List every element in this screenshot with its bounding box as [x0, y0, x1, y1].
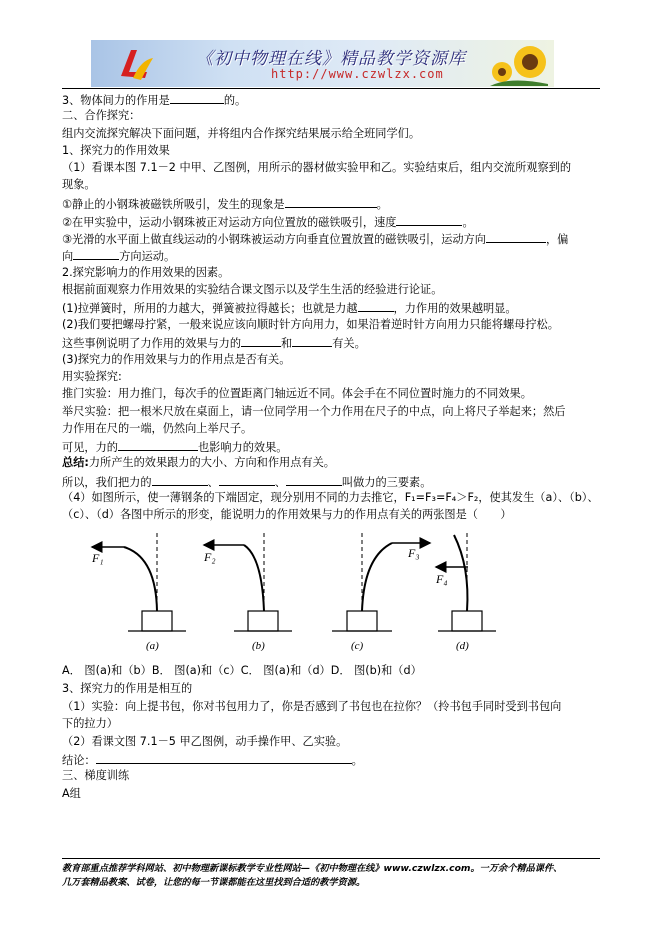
steel-strip-figure	[86, 527, 516, 651]
force-label-f2: F₂	[204, 550, 216, 564]
site-logo	[117, 46, 157, 84]
text-line: A组	[62, 787, 81, 800]
text-line: (2)我们要把螺母拧紧，一般来说应该向顺时针方向用力，如果沿着逆时针方向用力只能将螺母拧松。	[62, 318, 559, 331]
sunflower-image	[490, 42, 548, 86]
caption-a: (a)	[146, 640, 159, 651]
header-title: 《初中物理在线》精品教学资源库	[196, 49, 466, 69]
answer-choices: A． 图(a)和（b）B． 图(a)和（c）C． 图(a)和（d）D． 图(b)和（d）	[62, 664, 422, 677]
text-line: (3)探究力的作用效果与力的作用点是否有关。	[62, 353, 291, 366]
text-line: （4）如图所示，使一薄钢条的下端固定，现分别用不同的力去推它，F₁=F₃=F₄＞F₂，使其发生（a）、（b）、	[62, 491, 599, 504]
text-line: 向 方向运动。	[62, 250, 176, 263]
footer-rule	[62, 858, 600, 859]
footer-line-1: 教育部重点推荐学科网站、初中物理新课标教学专业性网站—《初中物理在线》www.czwlzx.com。一万余个精品课件、	[62, 863, 563, 874]
conclusion-line: 结论： 。	[62, 754, 363, 767]
text-line: 可见，力的 也影响力的效果。	[62, 441, 288, 454]
footer-line-2: 几万套精品教案、试卷，让您的每一节课都能在这里找到合适的教学资源。	[62, 877, 366, 888]
subsection-heading: 1、探究力的作用效果	[62, 144, 170, 157]
header-url[interactable]: http://www.czwlzx.com	[271, 67, 444, 81]
text-line: ③光滑的水平面上做直线运动的小钢珠被运动方向垂直位置放置的磁铁吸引，运动方向 ，偏	[62, 233, 569, 246]
text-line: 所以，我们把力的 、 、 叫做力的三要素。	[62, 476, 432, 489]
text-line: 力作用在尺的一端，仍然向上举尺子。	[62, 422, 253, 435]
text-line: 推门实验：用力推门，每次手的位置距离门轴远近不同。体会手在不同位置时施力的不同效果。	[62, 387, 532, 400]
force-label-f3: F₃	[408, 546, 420, 560]
panel-b	[203, 533, 292, 651]
force-label-f1: F₁	[92, 551, 104, 565]
text-line: 这些事例说明了力作用的效果与力的 和 有关。	[62, 337, 366, 350]
text-line: ②在甲实验中，运动小钢珠被正对运动方向位置放的磁铁吸引，速度 。	[62, 216, 474, 229]
force-label-f4: F₄	[436, 572, 448, 586]
header-rule	[62, 88, 600, 89]
subsection-heading: 2.探究影响力的作用效果的因素。	[62, 266, 230, 279]
panel-d	[435, 533, 496, 651]
text-line: (1)拉弹簧时，所用的力越大，弹簧被拉得越长；也就是力越 ，力作用的效果越明显。	[62, 302, 517, 315]
text-line: 3、物体间力的作用是 的。	[62, 94, 247, 107]
text-line: 举尺实验：把一根米尺放在桌面上，请一位同学用一个力作用在尺子的中点，向上将尺子举起来；然后	[62, 405, 566, 418]
text-line: （c）、（d）各图中所示的形变，能说明力的作用效果与力的作用点有关的两张图是（ ）	[62, 508, 512, 521]
section-heading: 三、梯度训练	[62, 769, 130, 782]
text-line: 下的拉力）	[62, 717, 118, 730]
text-line: 根据前面观察力作用效果的实验结合课文图示以及学生生活的经验进行论证。	[62, 283, 443, 296]
text-line: 用实验探究:	[62, 370, 122, 383]
text-line: 组内交流探究解决下面问题，并将组内合作探究结果展示给全班同学们。	[62, 127, 421, 140]
summary-line: 总结:力所产生的效果跟力的大小、方向和作用点有关。	[62, 456, 335, 469]
text-line: （2）看课文图 7.1－5 甲乙图例，动手操作甲、乙实验。	[62, 735, 348, 748]
subsection-heading: 3、探究力的作用是相互的	[62, 682, 193, 695]
text-line: 现象。	[62, 178, 96, 191]
caption-b: (b)	[252, 640, 265, 651]
caption-d: (d)	[456, 640, 469, 651]
header-banner	[91, 40, 554, 87]
caption-c: (c)	[351, 640, 364, 651]
section-heading: 二、合作探究：	[62, 109, 141, 122]
text-line: ①静止的小钢珠被磁铁所吸引，发生的现象是 。	[62, 198, 388, 211]
text-line: （1）看课本图 7.1－2 中甲、乙图例，用所示的器材做实验甲和乙。实验结束后，组内交流所观察到的	[62, 161, 572, 174]
panel-a	[91, 533, 186, 651]
text-line: （1）实验：向上提书包，你对书包用力了，你是否感到了书包也在拉你？（拎书包手同时受到书包向	[62, 700, 562, 713]
panel-c	[332, 533, 430, 651]
footer	[62, 862, 602, 890]
